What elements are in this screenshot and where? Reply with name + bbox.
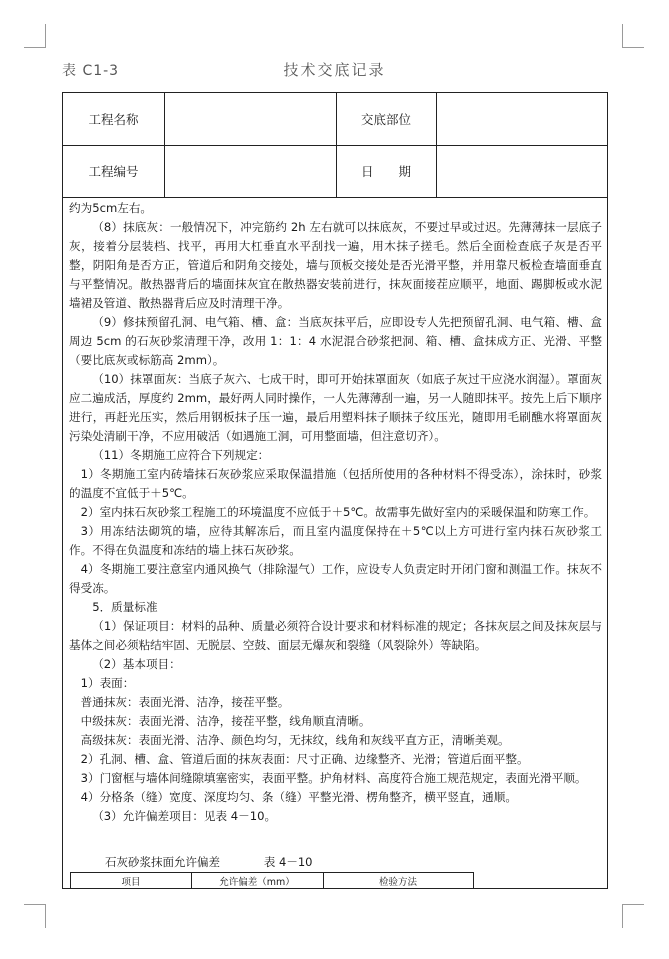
crop-mark-top-left [24, 47, 46, 48]
paragraph: （9）修抹预留孔洞、电气箱、槽、盒：当底灰抹平后，应即设专人先把预留孔洞、电气箱、槽、盒周边 5cm 的石灰砂浆清理干净，改用 1：1：4 水泥混合砂浆把洞、箱、槽、盒抹成方正、光滑、平整（要比底灰或标筋高 2mm）。 [69, 315, 602, 367]
crop-mark-bottom-right [622, 904, 644, 905]
document-title: 技术交底记录 [283, 61, 386, 79]
header-row-2 [63, 145, 607, 198]
header-row-1 [63, 93, 607, 146]
table-caption-title: 石灰砂浆抹面允许偏差 [105, 855, 220, 869]
column-header-method: 检验方法 [378, 877, 417, 888]
paragraph: （1）保证项目：材料的品种、质量必须符合设计要求和材料标准的规定；各抹灰层之间及抹灰层与基体之间必须粘结牢固、无脱层、空鼓、面层无爆灰和裂缝（风裂除外）等缺陷。 [69, 619, 602, 652]
paragraph: 3）门窗框与墙体间缝隙填塞密实，表面平整。护角材料、高度符合施工规范规定，表面光滑平顺。 [80, 771, 587, 785]
section-heading: 5．质量标准 [92, 600, 158, 614]
paragraph: 高级抹灰：表面光滑、洁净、颜色均匀，无抹纹，线角和灰线平直方正，清晰美观。 [80, 733, 510, 747]
paragraph: 约为5cm左右。 [69, 201, 153, 215]
crop-mark-top-right [622, 47, 644, 48]
paragraph: 1）冬期施工室内砖墙抹石灰砂浆应采取保温措施（包括所使用的各种材料不得受冻），涂抹时，砂浆的温度不宜低于＋5℃。 [69, 467, 602, 500]
crop-mark-bottom-right [622, 904, 623, 928]
project-name-field[interactable] [164, 93, 337, 145]
date-label: 日 期 [336, 145, 437, 197]
paragraph: （10）抹罩面灰：当底子灰六、七成干时，即可开始抹罩面灰（如底子灰过干应浇水润湿）。罩面灰应二遍成活，厚度约 2mm，最好两人同时操作，一人先薄薄刮一遍，另一人随即抹平。按先上后下顺序进行，再赶光压实，然后用钢板抹子压一遍，最后用塑料抹子顺抹子纹压光，随即用毛刷醮水将罩面灰污染处清刷干净，不应用破活（如遇施工洞，可用整面墙，但注意切齐）。 [69, 372, 602, 443]
paragraph: 2）孔洞、槽、盒、管道后面的抹灰表面：尺寸正确、边缘整齐、光滑；管道后面平整。 [80, 752, 529, 766]
column-header-item: 项目 [71, 873, 192, 889]
column-header-tolerance: 允许偏差（mm） [191, 873, 324, 889]
project-name-label: 工程名称 [63, 93, 165, 145]
tolerance-table-header [70, 872, 474, 889]
location-field[interactable] [436, 93, 607, 145]
project-no-field[interactable] [164, 145, 337, 197]
table-caption-number: 表 4－10 [263, 855, 313, 869]
crop-mark-top-left [45, 24, 46, 48]
date-field[interactable] [436, 145, 607, 197]
form-code: 表 C1-3 [62, 63, 120, 79]
record-frame [62, 92, 608, 889]
project-no-label: 工程编号 [63, 145, 165, 197]
paragraph: （8）抹底灰：一般情况下，冲完筋约 2h 左右就可以抹底灰，不要过早或过迟。先薄薄抹一层底子灰，接着分层装档、找平，再用大杠垂直水平刮找一遍，用木抹子搓毛。然后全面检查底子灰是否平整，阴阳角是否方正，管道后和阴角交接处，墙与顶板交接处是否光滑平整，并用靠尺板检查墙面垂直与平整情况。散热器背后的墙面抹灰宜在散热器安装前进行，抹灰面接茬应顺平，地面、踢脚板或水泥墙裙及管道、散热器背后应及时清理干净。 [69, 220, 602, 310]
paragraph: 4）冬期施工要注意室内通风换气（排除湿气）工作，应设专人负责定时开闭门窗和测温工作。抹灰不得受冻。 [69, 562, 602, 595]
paragraph: （3）允许偏差项目：见表 4－10。 [92, 809, 277, 823]
crop-mark-bottom-left [45, 904, 46, 928]
disclosure-content [69, 199, 602, 826]
paragraph: 4）分格条（缝）宽度、深度均匀、条（缝）平整光滑、楞角整齐，横平竖直，通顺。 [80, 790, 517, 804]
crop-mark-top-right [622, 24, 623, 48]
paragraph: （2）基本项目： [92, 657, 181, 671]
location-label: 交底部位 [336, 93, 437, 145]
paragraph: 1）表面： [80, 676, 135, 690]
paragraph: 中级抹灰：表面光滑、洁净，接茬平整，线角顺直清晰。 [80, 714, 371, 728]
table-caption [105, 854, 312, 870]
crop-mark-bottom-left [24, 904, 46, 905]
paragraph: 普通抹灰：表面光滑、洁净，接茬平整。 [80, 695, 290, 709]
paragraph: （11）冬期施工应符合下列规定： [92, 448, 270, 462]
paragraph: 2）室内抹石灰砂浆工程施工的环境温度不应低于＋5℃。故需事先做好室内的采暖保温和防寒工作。 [80, 505, 596, 519]
paragraph: 3）用冻结法砌筑的墙，应待其解冻后，而且室内温度保持在＋5℃以上方可进行室内抹石灰砂浆工作。不得在负温度和冻结的墙上抹石灰砂浆。 [69, 524, 602, 557]
